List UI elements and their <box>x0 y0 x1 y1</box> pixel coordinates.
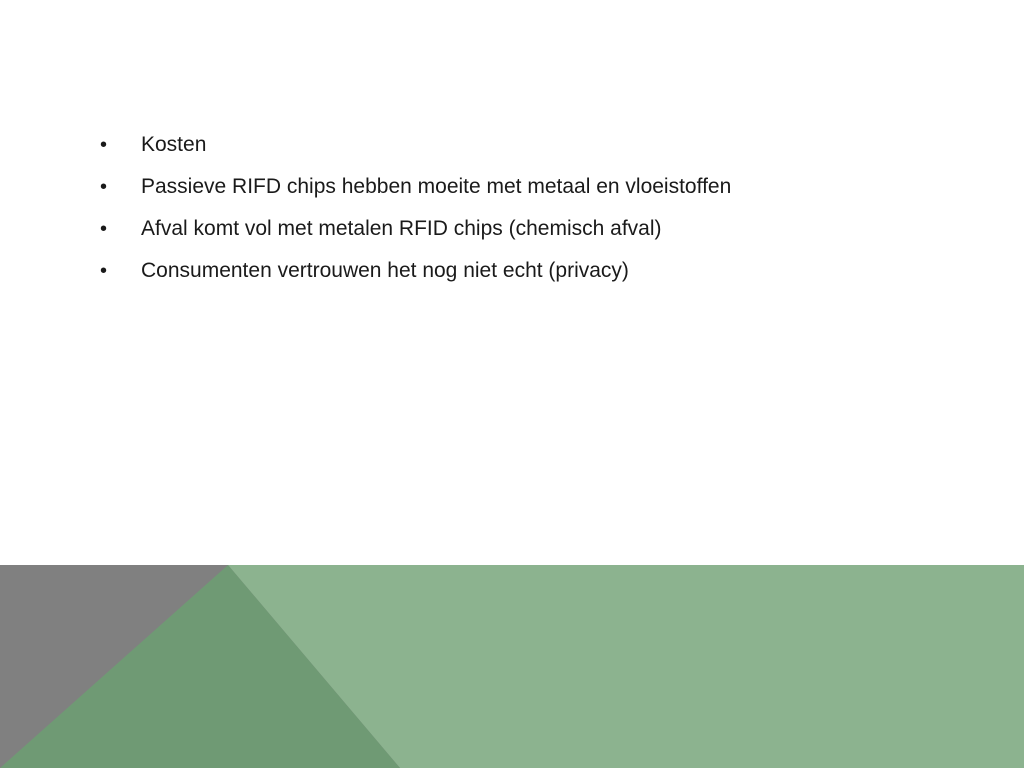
bullet-text: Consumenten vertrouwen het nog niet echt (privacy) <box>141 259 629 282</box>
bullet-item <box>100 170 731 212</box>
bullet-text: Passieve RIFD chips hebben moeite met metaal en vloeistoffen <box>141 175 732 198</box>
bullet-icon: • <box>100 134 108 156</box>
bullet-icon: • <box>100 176 108 198</box>
bullet-item <box>100 128 731 170</box>
bullet-icon: • <box>100 260 108 282</box>
bullet-list <box>100 128 731 296</box>
bullet-text: Kosten <box>141 133 207 156</box>
bullet-text: Afval komt vol met metalen RFID chips (chemisch afval) <box>141 217 662 240</box>
bullet-item <box>100 254 731 296</box>
footer-decoration <box>0 565 1024 768</box>
bullet-icon: • <box>100 218 108 240</box>
bullet-item <box>100 212 731 254</box>
